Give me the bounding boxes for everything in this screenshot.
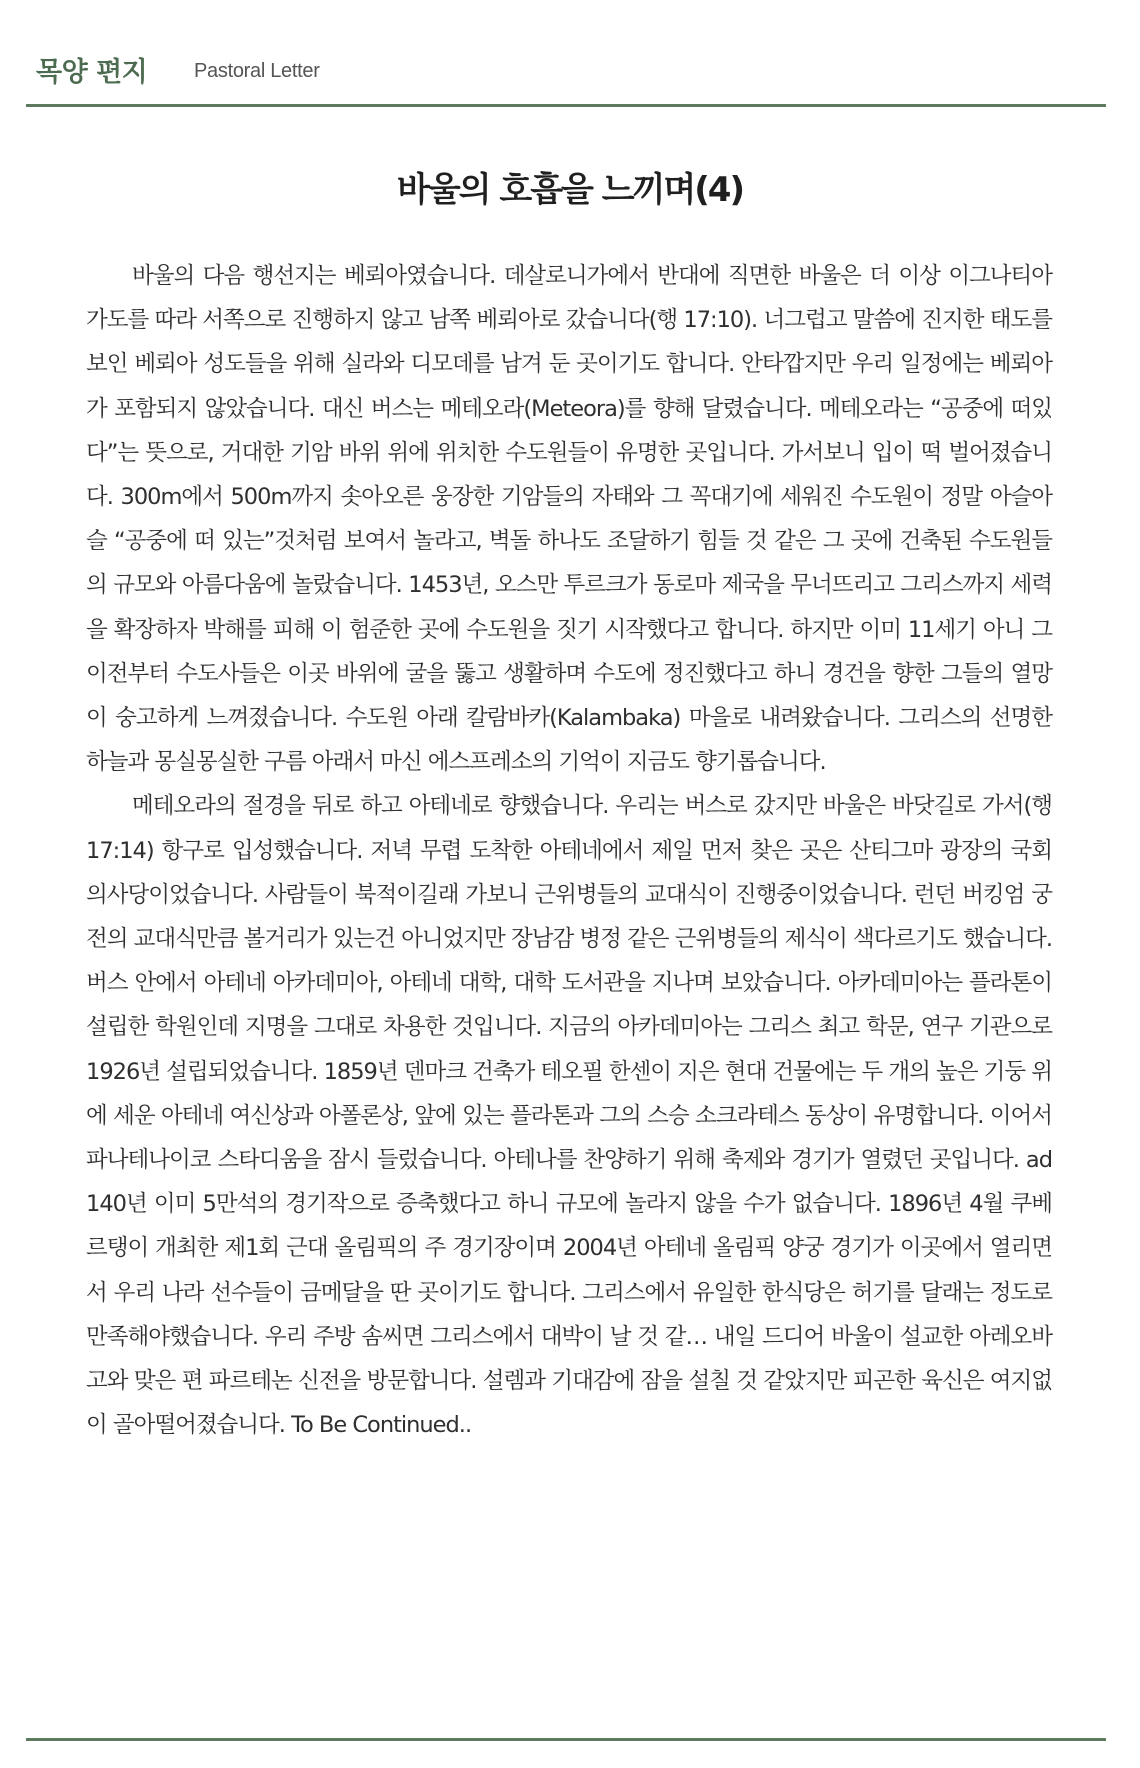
article-paragraph-2: 메테오라의 절경을 뒤로 하고 아테네로 향했습니다. 우리는 버스로 갔지만 바울은 바닷길로 가서(행 17:14) 항구로 입성했습니다. 저녁 무렵 도착한 아테네에서 제일 먼저 찾은 곳은 산티그마 광장의 국회 의사당이었습니다. 사람들이 북적이길래 가보니 근위병들의 교대식이 진행중이었습니다. 런던 버킹엄 궁전의 교대식만큼 볼거리가 있는건 아니었지만 장남감 병정 같은 근위병들의 제식이 색다르기도 했습니다. 버스 안에서 아테네 아카데미아, 아테네 대학, 대학 도서관을 지나며 보았습니다. 아카데미아는 플라톤이 설립한 학원인데 지명을 그대로 차용한 것입니다. 지금의 아카데미아는 그리스 최고 학문, 연구 기관으로 1926년 설립되었습니다. 1859년 덴마크 건축가 테오필 한센이 지은 현대 건물에는 두 개의 높은 기둥 위에 세운 아테네 여신상과 아폴론상, 앞에 있는 플라톤과 그의 스승 소크라테스 동상이 유명합니다. 이어서 파나테나이코 스타디움을 잠시 들렀습니다. 아테나를 찬양하기 위해 축제와 경기가 열렸던 곳입니다. ad 140년 이미 5만석의 경기작으로 증축했다고 하니 규모에 놀라지 않을 수가 없습니다. 1896년 4월 쿠베르탱이 개최한 제1회 근대 올림픽의 주 경기장이며 2004년 아테네 올림픽 양궁 경기가 이곳에서 열리면서 우리 나라 선수들이 금메달을 딴 곳이기도 합니다. 그리스에서 유일한 한식당은 허기를 달래는 정도로 만족해야했습니다. 우리 주방 솜씨면 그리스에서 대박이 날 것 같… 내일 드디어 바울이 설교한 아레오바고와 맞은 편 파르테논 신전을 방문합니다. 설렘과 기대감에 잠을 설칠 것 같았지만 피곤한 육신은 여지없이 골아떨어졌습니다. To Be Continued.. xyxy=(86,793,1052,1439)
footer-divider xyxy=(26,1738,1106,1741)
article-body xyxy=(86,254,1052,1447)
article-title: 바울의 호흡을 느끼며(4) xyxy=(396,170,743,210)
article-paragraph-1: 바울의 다음 행선지는 베뢰아였습니다. 데살로니가에서 반대에 직면한 바울은 더 이상 이그나티아 가도를 따라 서쪽으로 진행하지 않고 남쪽 베뢰아로 갔습니다(행 17:10). 너그럽고 말씀에 진지한 태도를 보인 베뢰아 성도들을 위해 실라와 디모데를 남겨 둔 곳이기도 합니다. 안타깝지만 우리 일정에는 베뢰아가 포함되지 않았습니다. 대신 버스는 메테오라(Meteora)를 향해 달렸습니다. 메테오라는 “공중에 떠있다”는 뜻으로, 거대한 기암 바위 위에 위치한 수도원들이 유명한 곳입니다. 가서보니 입이 떡 벌어졌습니다. 300m에서 500m까지 솟아오른 웅장한 기암들의 자태와 그 꼭대기에 세워진 수도원이 정말 아슬아슬 “공중에 떠 있는”것처럼 보여서 놀라고, 벽돌 하나도 조달하기 힘들 것 같은 그 곳에 건축된 수도원들의 규모와 아름다움에 놀랐습니다. 1453년, 오스만 투르크가 동로마 제국을 무너뜨리고 그리스까지 세력을 확장하자 박해를 피해 이 험준한 곳에 수도원을 짓기 시작했다고 합니다. 하지만 이미 11세기 아니 그 이전부터 수도사들은 이곳 바위에 굴을 뚫고 생활하며 수도에 정진했다고 하니 경건을 향한 그들의 열망이 숭고하게 느껴졌습니다. 수도원 아래 칼람바카(Kalambaka) 마을로 내려왔습니다. 그리스의 선명한 하늘과 몽실몽실한 구름 아래서 마신 에스프레소의 기억이 지금도 향기롭습니다. xyxy=(86,263,1052,776)
header-title: 목양 편지 xyxy=(36,57,148,88)
page-header xyxy=(26,18,1106,107)
header-subtitle: Pastoral Letter xyxy=(194,60,320,82)
